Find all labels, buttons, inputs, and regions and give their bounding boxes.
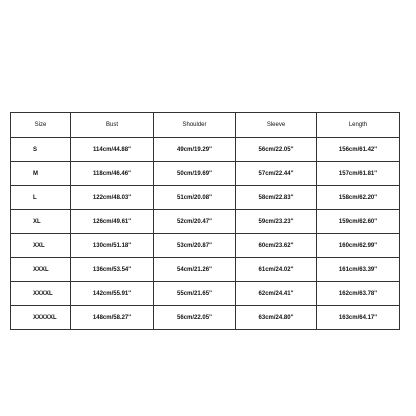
table-row [11,162,400,186]
shoulder-cell: 50cm/19.69'' [154,162,236,186]
size-cell: M [11,162,71,186]
table-header-row [11,113,400,138]
sleeve-cell: 62cm/24.41'' [236,282,317,306]
table-row [11,234,400,258]
bust-cell: 118cm/46.46'' [71,162,154,186]
bust-cell: 130cm/51.18'' [71,234,154,258]
bust-cell: 136cm/53.54'' [71,258,154,282]
table-row [11,282,400,306]
shoulder-cell: 54cm/21.26'' [154,258,236,282]
length-cell: 158cm/62.20'' [317,186,400,210]
table-row [11,210,400,234]
size-cell: XXXXXL [11,306,71,330]
table-row [11,138,400,162]
bust-cell: 126cm/49.61'' [71,210,154,234]
length-cell: 159cm/62.60'' [317,210,400,234]
shoulder-cell: 51cm/20.08'' [154,186,236,210]
shoulder-cell: 49cm/19.29'' [154,138,236,162]
length-cell: 161cm/63.39'' [317,258,400,282]
header-sleeve: Sleeve [236,113,317,138]
shoulder-cell: 56cm/22.05'' [154,306,236,330]
table-row [11,186,400,210]
size-cell: XXXXL [11,282,71,306]
size-cell: XXL [11,234,71,258]
bust-cell: 122cm/48.03'' [71,186,154,210]
header-bust: Bust [71,113,154,138]
bust-cell: 142cm/55.91'' [71,282,154,306]
length-cell: 156cm/61.42'' [317,138,400,162]
table-row [11,258,400,282]
shoulder-cell: 52cm/20.47'' [154,210,236,234]
sleeve-cell: 57cm/22.44'' [236,162,317,186]
sleeve-cell: 60cm/23.62'' [236,234,317,258]
sleeve-cell: 61cm/24.02'' [236,258,317,282]
header-shoulder: Shoulder [154,113,236,138]
size-cell: S [11,138,71,162]
size-chart-table [10,112,400,330]
length-cell: 163cm/64.17'' [317,306,400,330]
sleeve-cell: 63cm/24.80'' [236,306,317,330]
size-cell: XL [11,210,71,234]
header-size: Size [11,113,71,138]
table-row [11,306,400,330]
sleeve-cell: 58cm/22.83'' [236,186,317,210]
length-cell: 162cm/63.78'' [317,282,400,306]
shoulder-cell: 55cm/21.65'' [154,282,236,306]
bust-cell: 148cm/58.27'' [71,306,154,330]
bust-cell: 114cm/44.88'' [71,138,154,162]
size-cell: XXXL [11,258,71,282]
shoulder-cell: 53cm/20.87'' [154,234,236,258]
length-cell: 160cm/62.99'' [317,234,400,258]
sleeve-cell: 59cm/23.23'' [236,210,317,234]
size-cell: L [11,186,71,210]
header-length: Length [317,113,400,138]
length-cell: 157cm/61.81'' [317,162,400,186]
sleeve-cell: 56cm/22.05'' [236,138,317,162]
